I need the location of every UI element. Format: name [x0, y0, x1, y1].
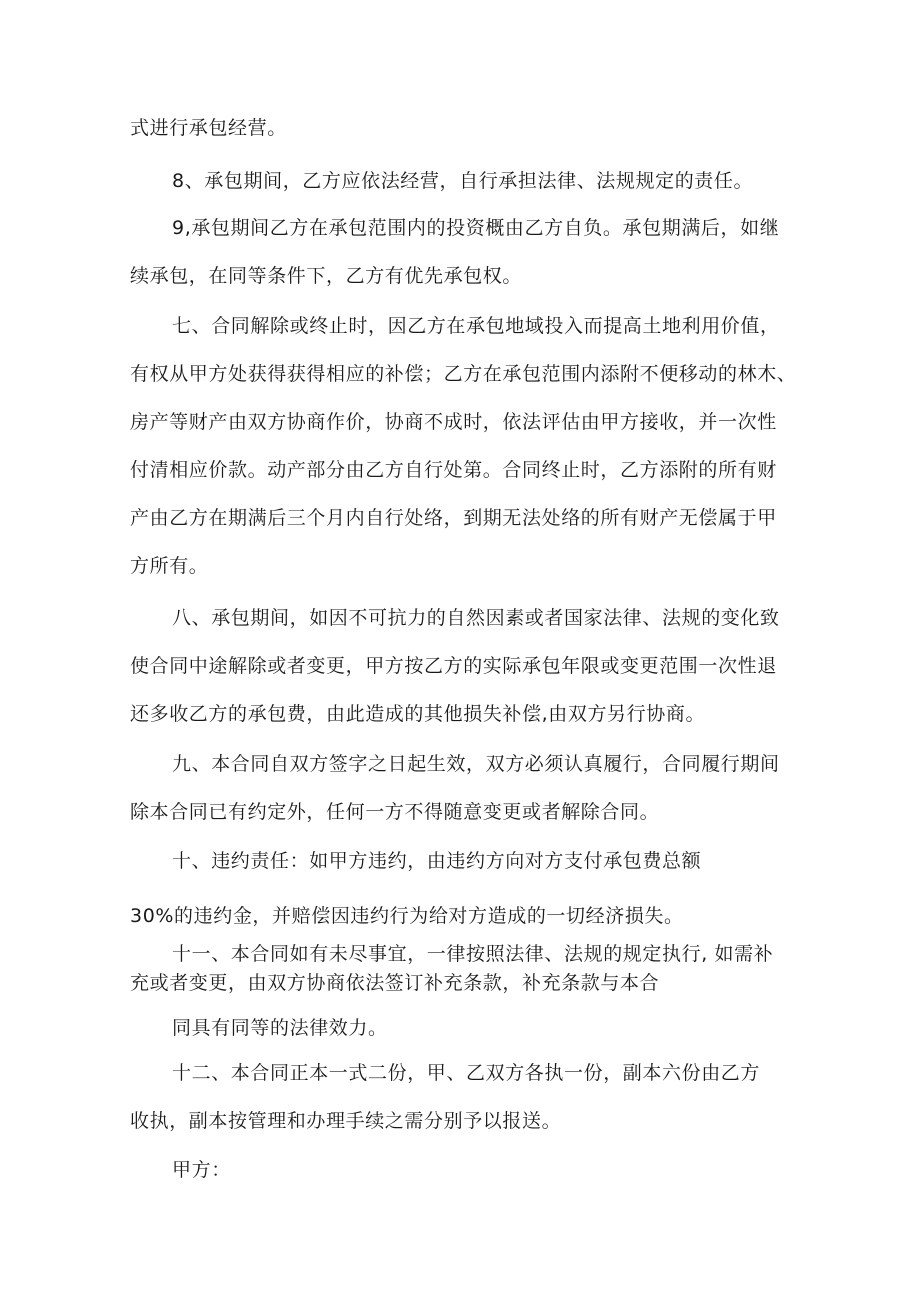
clause-8: 8、承包期间，乙方应依法经营，自行承担法律、法规规定的责任。: [172, 170, 754, 192]
clause-9: 9,承包期间乙方在承包范围内的投资概由乙方自负。承包期满后，如继: [172, 217, 780, 239]
clause-7-heading: 七、合同解除或终止时，因乙方在承包地域投入而提高土地利用价值，: [172, 315, 780, 337]
text-line: 除本合同已有约定外，任何一方不得随意变更或者解除合同。: [130, 801, 660, 823]
text-line: 式进行承包经营。: [130, 117, 287, 139]
text-line: 使合同中途解除或者变更，甲方按乙方的实际承包年限或变更范围一次性退: [130, 655, 777, 677]
text-line: 方所有。: [130, 555, 209, 577]
text-line: 付清相应价款。动产部分由乙方自行处第。合同终止时，乙方添附的所有财: [130, 459, 777, 481]
text-line: 30%的违约金，并赔偿因违约行为给对方造成的一切经济损失。: [130, 905, 684, 927]
text-line: 充或者变更，由双方协商依法签订补充条款，补充条款与本合: [130, 972, 660, 994]
text-line: 产由乙方在期满后三个月内自行处络，到期无法处络的所有财产无偿属于甲: [130, 507, 777, 529]
clause-10-liability: 十、违约责任：如甲方违约，由违约方向对方支付承包费总额: [172, 850, 702, 872]
text-line: 还多收乙方的承包费，由此造成的其他损失补偿,由双方另行协商。: [130, 703, 706, 725]
text-line: 续承包，在同等条件下，乙方有优先承包权。: [130, 265, 523, 287]
text-line: 房产等财产由双方协商作价，协商不成时，依法评估由甲方接收，并一次性: [130, 411, 777, 433]
clause-8-force-majeure: 八、承包期间，如因不可抗力的自然因素或者国家法律、法规的变化致: [172, 607, 780, 629]
text-line: 收执，副本按管理和办理手续之需分别予以报送。: [130, 1110, 562, 1132]
text-line: 同具有同等的法律效力。: [172, 1017, 388, 1039]
clause-9-effective: 九、本合同自双方签字之日起生效，双方必须认真履行，合同履行期间: [172, 753, 780, 775]
clause-12-copies: 十二、本合同正本一式二份，甲、乙双方各执一份，副本六份由乙方: [172, 1062, 761, 1084]
clause-11-supplement: 十一、本合同如有未尽事宜，一律按照法律、法规的规定执行, 如需补: [172, 943, 774, 965]
party-a-signature-label: 甲方：: [172, 1159, 231, 1181]
text-line: 有权从甲方处获得获得相应的补偿；乙方在承包范围内添附不便移动的林木、: [130, 363, 797, 385]
